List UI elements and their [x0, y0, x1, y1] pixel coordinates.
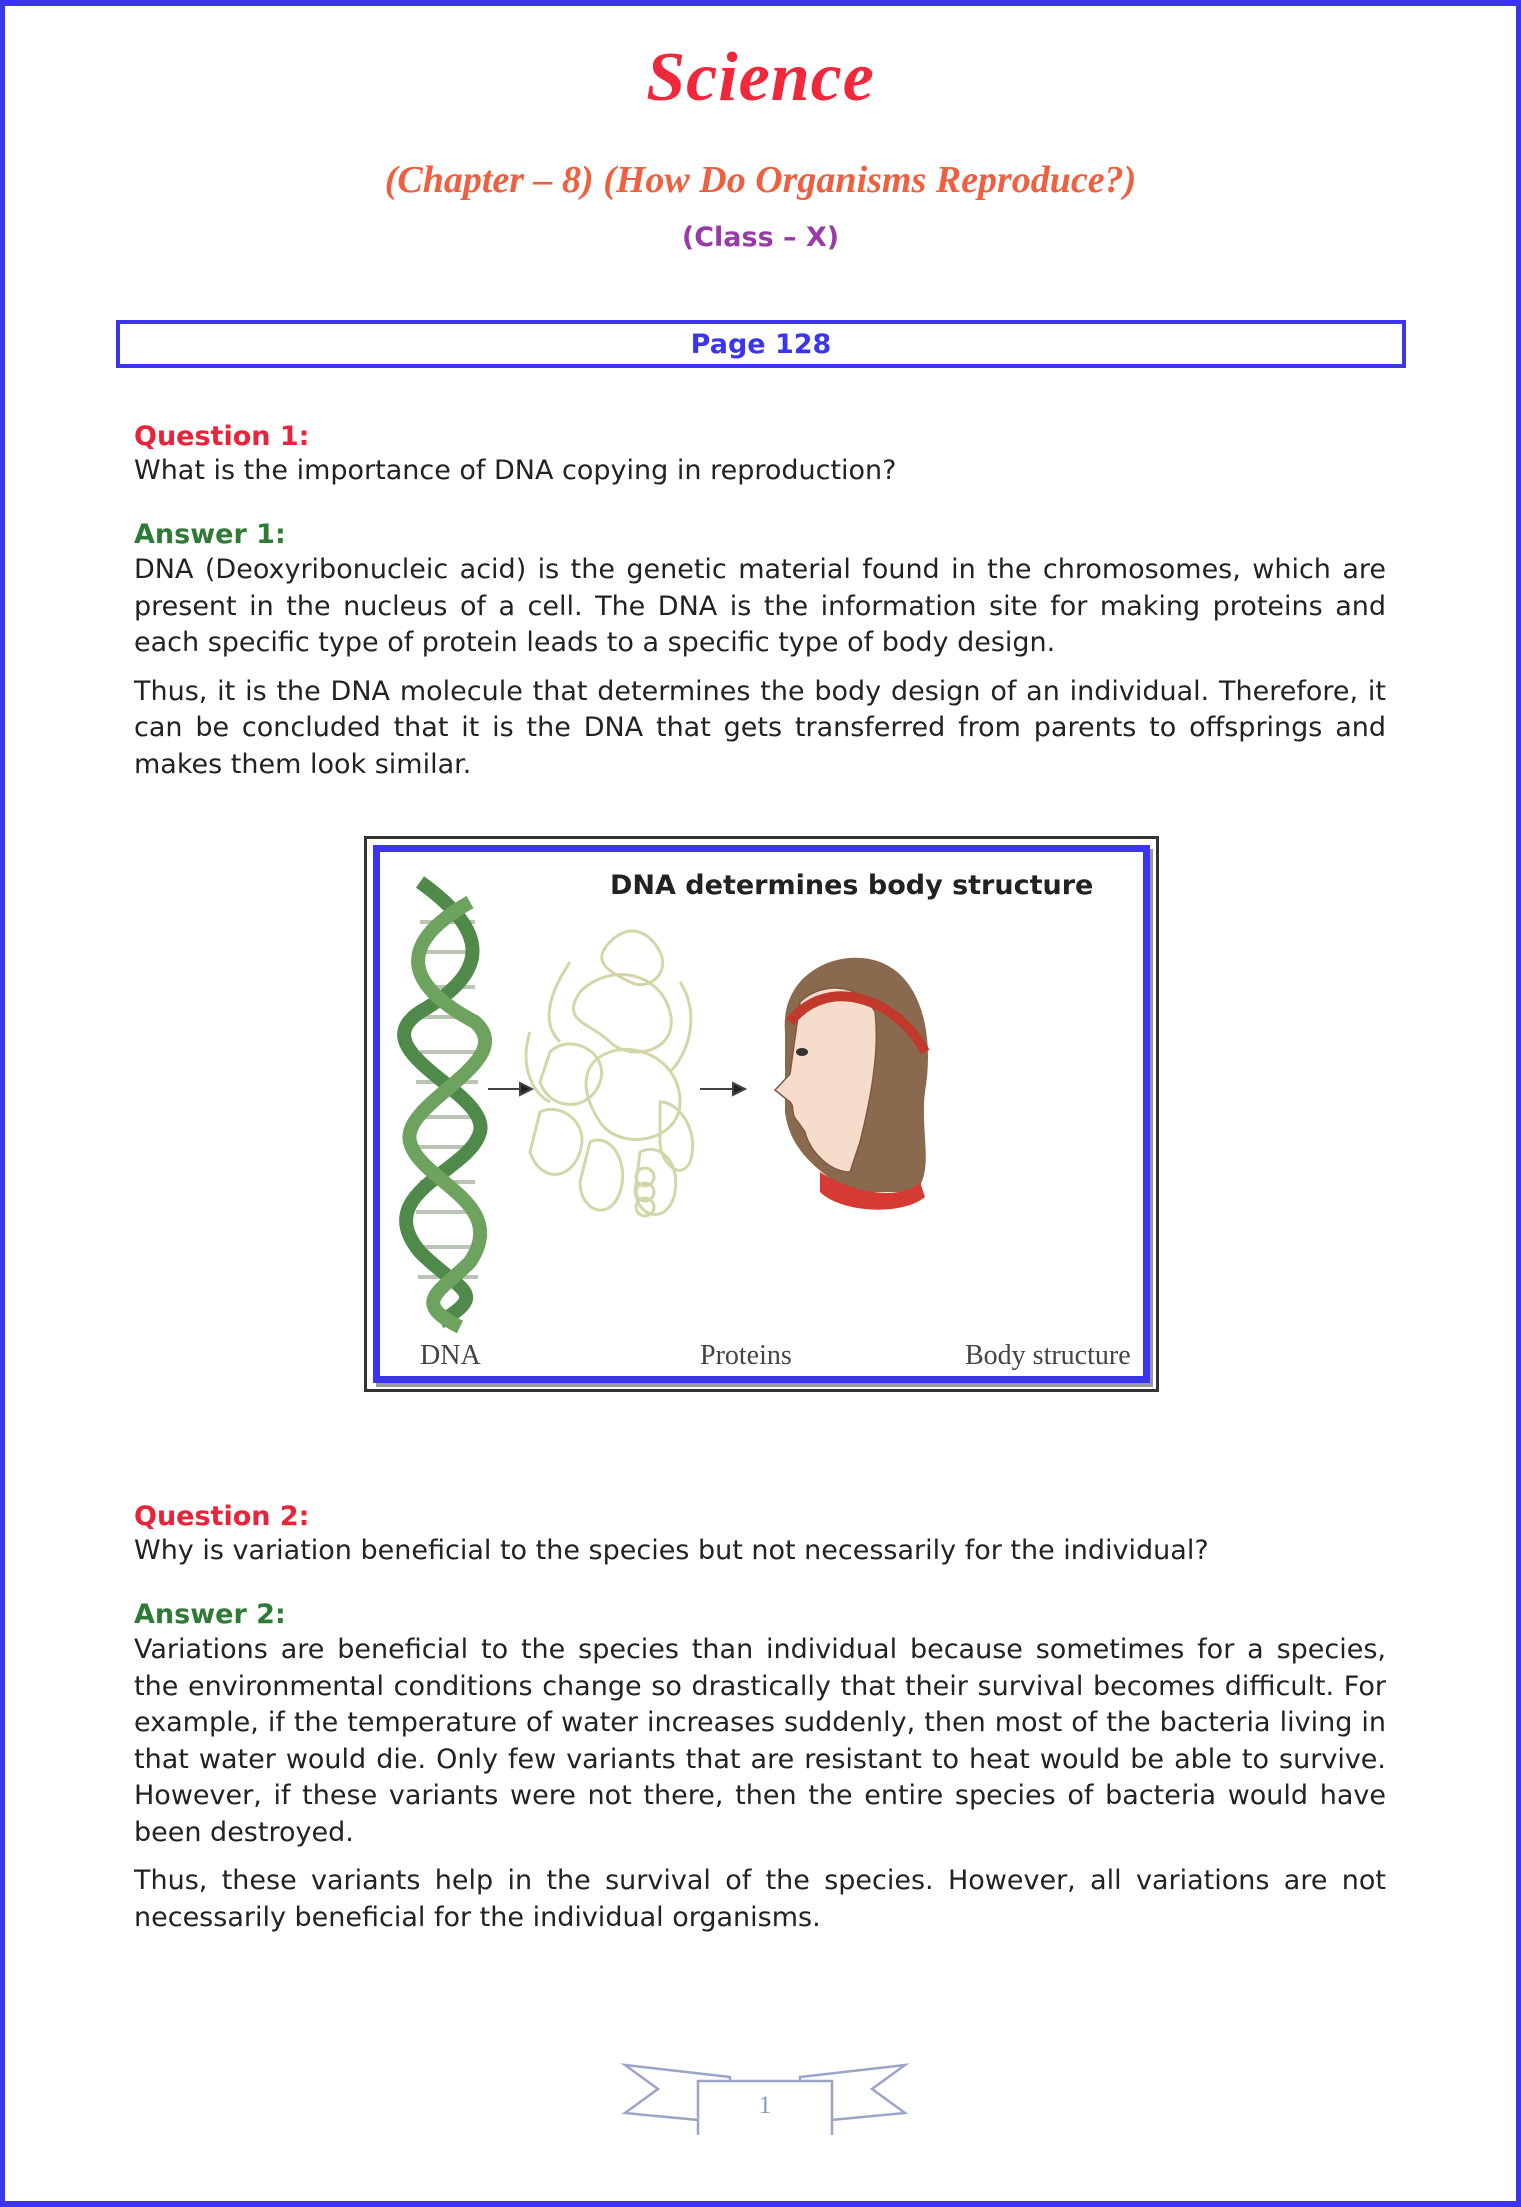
page-number: 1 — [758, 2092, 772, 2119]
answer-paragraph: Thus, it is the DNA molecule that determines the body design of an individual. Therefore, it can be concluded that it is the DNA that gets transferred from parents to offsprings and makes them look similar. — [134, 675, 1386, 780]
chapter-heading: (Chapter – 8) (How Do Organisms Reproduce?) — [384, 159, 1137, 201]
question-block-2 — [134, 1500, 1386, 1936]
arrow-right-icon — [488, 1083, 532, 1095]
protein-structure-icon — [526, 931, 693, 1216]
page-number-box — [116, 320, 1406, 368]
figure-title: DNA determines body structure — [610, 870, 1094, 901]
question-label: Question 1: — [134, 421, 310, 452]
figure-illustration — [380, 852, 1149, 1382]
answer-paragraph: Thus, these variants help in the survival of the species. However, all variations are not necessarily beneficial for the individual organisms. — [134, 1865, 1386, 1933]
arrow-right-icon — [700, 1083, 745, 1095]
answer-label: Answer 2: — [134, 1599, 286, 1630]
dna-figure — [364, 836, 1159, 1392]
question-text: Why is variation beneficial to the species but not necessarily for the individual? — [134, 1535, 1209, 1566]
dna-helix-icon — [404, 882, 485, 1327]
document-title: Science — [646, 39, 875, 116]
caption-body-structure: Body structure — [965, 1340, 1131, 1371]
figure-frame — [373, 845, 1150, 1383]
question-text: What is the importance of DNA copying in reproduction? — [134, 455, 897, 486]
question-label: Question 2: — [134, 1501, 310, 1532]
answer-paragraph: DNA (Deoxyribonucleic acid) is the genetic material found in the chromosomes, which are present in the nucleus of a cell. The DNA is the information site for making proteins and each specific type of protein leads to a specific type of body design. — [134, 554, 1386, 658]
caption-proteins: Proteins — [700, 1340, 792, 1371]
page-label: Page 128 — [690, 328, 832, 360]
answer-paragraph: Variations are beneficial to the species than individual because sometimes for a species, the environmental conditions change so drastically that their survival becomes difficult. For example, if the temperature of water increases suddenly, then most of the bacteria living in that water would die. Only few variants that are resistant to heat would be able to survive. However, if these variants were not there, then the entire species of bacteria would have been destroyed. — [134, 1634, 1386, 1848]
human-head-profile-icon — [775, 958, 928, 1210]
caption-dna: DNA — [420, 1340, 481, 1371]
question-block-1 — [134, 420, 1386, 783]
class-heading: (Class – X) — [681, 222, 840, 253]
answer-label: Answer 1: — [134, 519, 286, 550]
